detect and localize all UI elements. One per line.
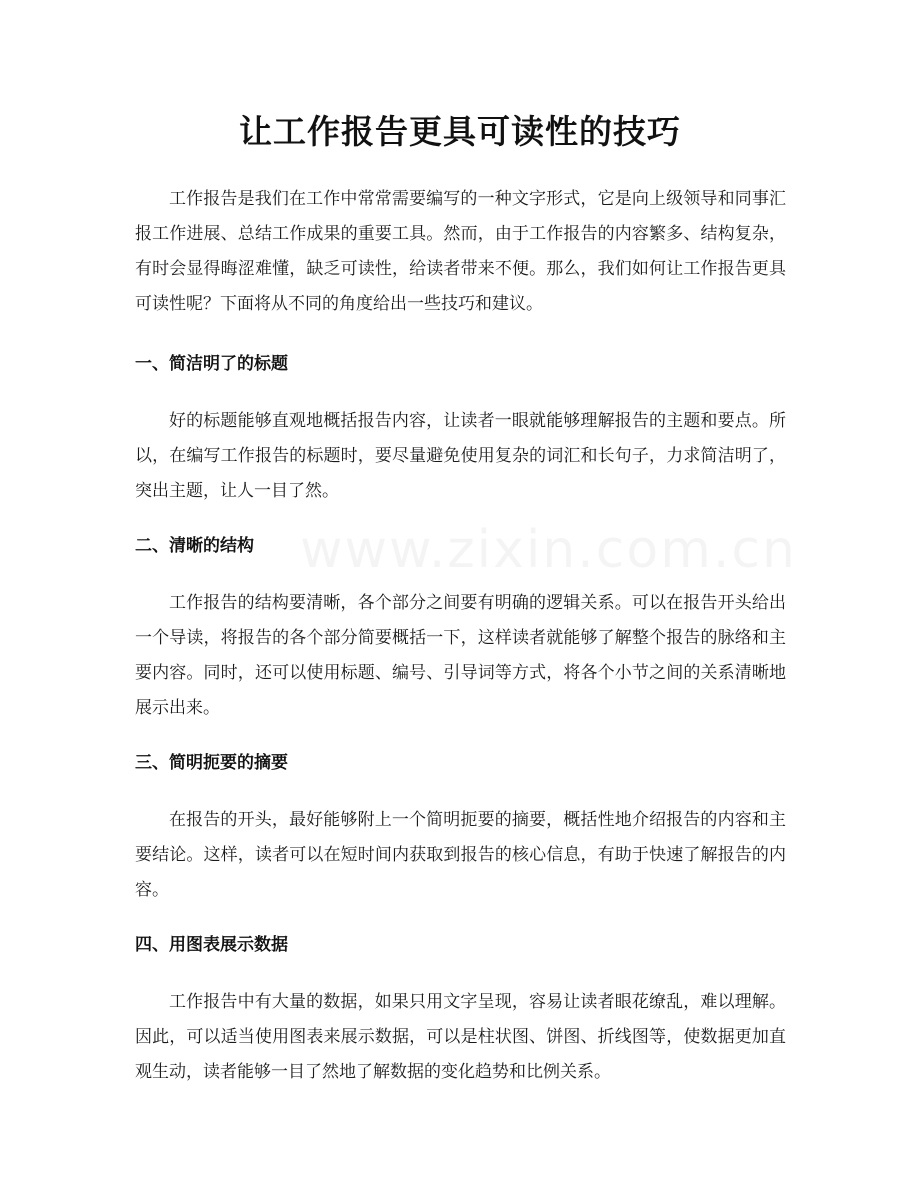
section-paragraph-1: 好的标题能够直观地概括报告内容，让读者一眼就能够理解报告的主题和要点。所以，在编写工作报告的标题时，要尽量避免使用复杂的词汇和长句子，力求简洁明了，突出主题，让人一目了然。 — [135, 411, 786, 501]
section-heading-1: 一、简洁明了的标题 — [135, 354, 288, 374]
document-title: 让工作报告更具可读性的技巧 — [239, 112, 681, 151]
section-paragraph-3: 在报告的开头，最好能够附上一个简明扼要的摘要，概括性地介绍报告的内容和主要结论。这样，读者可以在短时间内获取到报告的核心信息，有助于快速了解报告的内容。 — [135, 810, 786, 900]
intro-paragraph: 工作报告是我们在工作中常常需要编写的一种文字形式，它是向上级领导和同事汇报工作进展、总结工作成果的重要工具。然而，由于工作报告的内容繁多、结构复杂，有时会显得晦涩难懂，缺乏可读性，给读者带来不便。那么，我们如何让工作报告更具可读性呢？下面将从不同的角度给出一些技巧和建议。 — [135, 189, 786, 314]
section-paragraph-4: 工作报告中有大量的数据，如果只用文字呈现，容易让读者眼花缭乱，难以理解。因此，可以适当使用图表来展示数据，可以是柱状图、饼图、折线图等，使数据更加直观生动，读者能够一目了然地了解数据的变化趋势和比例关系。 — [135, 992, 786, 1082]
section-heading-2: 二、清晰的结构 — [135, 536, 254, 556]
section-heading-3: 三、简明扼要的摘要 — [135, 753, 288, 773]
section-paragraph-2: 工作报告的结构要清晰，各个部分之间要有明确的逻辑关系。可以在报告开头给出一个导读，将报告的各个部分简要概括一下，这样读者就能够了解整个报告的脉络和主要内容。同时，还可以使用标题、编号、引导词等方式，将各个小节之间的关系清晰地展示出来。 — [135, 593, 786, 718]
section-heading-4: 四、用图表展示数据 — [135, 935, 288, 955]
document-body — [135, 182, 786, 1090]
